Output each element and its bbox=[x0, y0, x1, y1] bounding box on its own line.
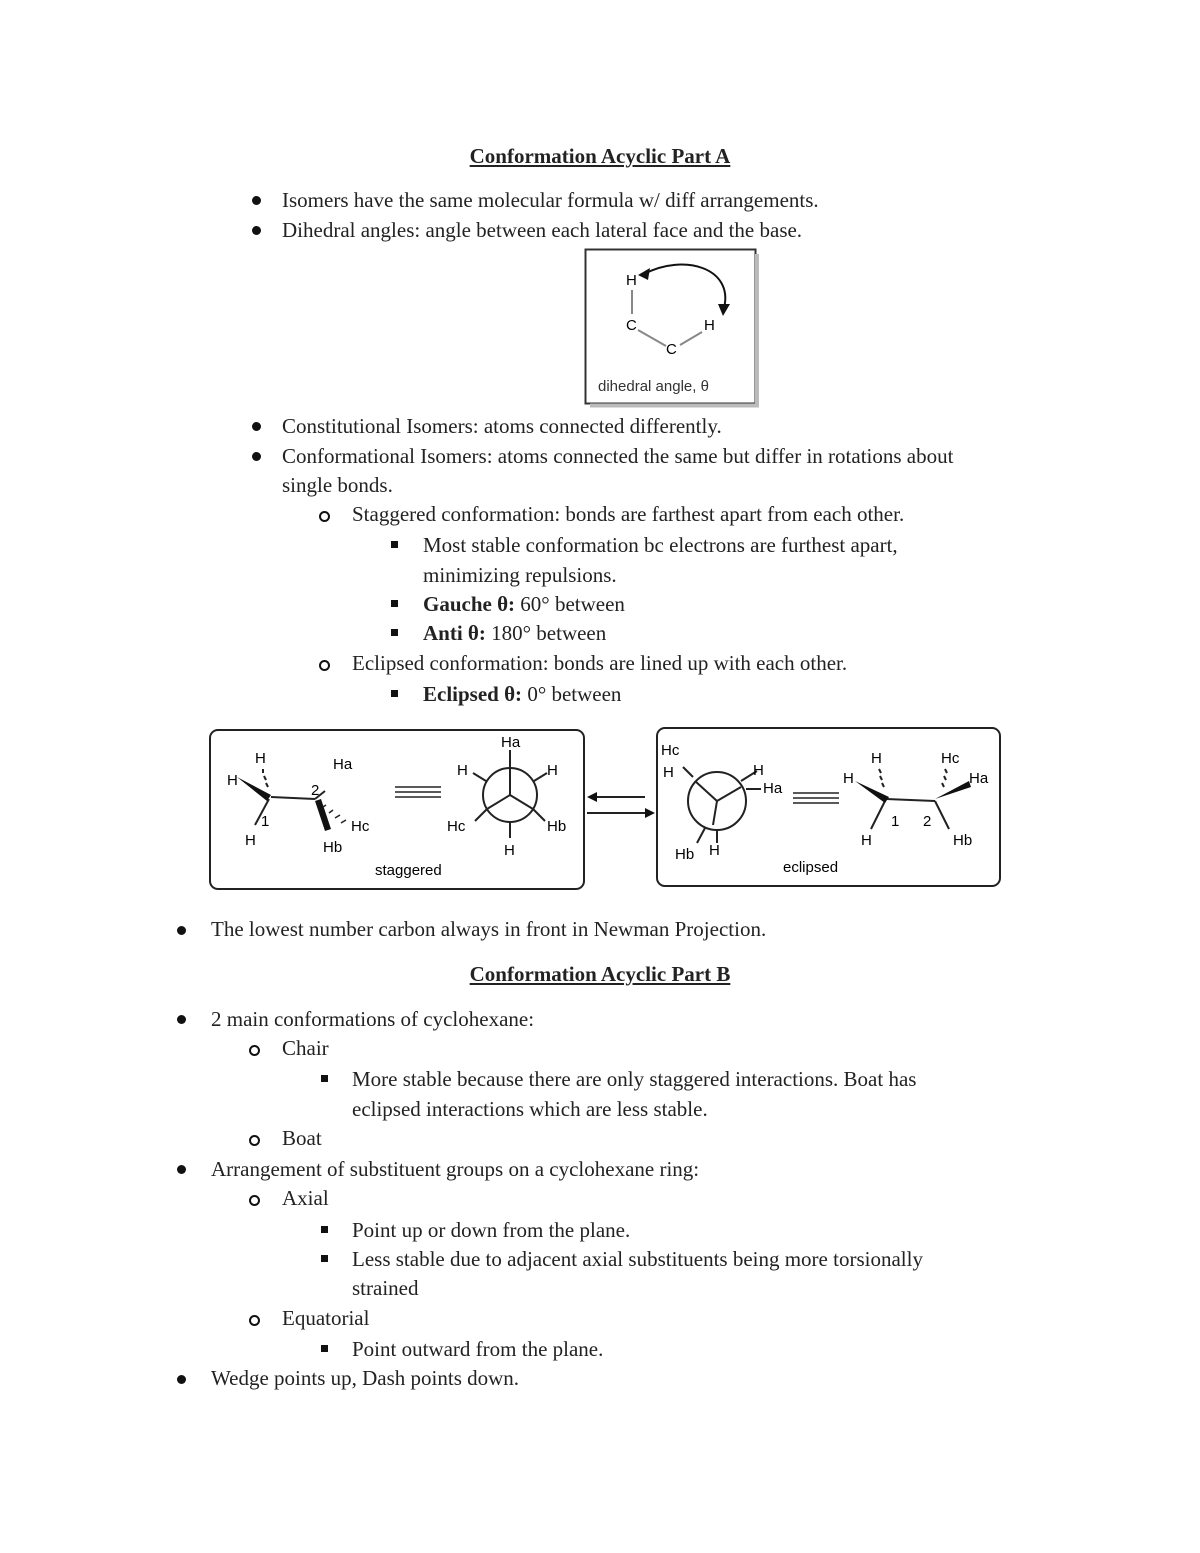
ecl-num-1: 1 bbox=[891, 813, 900, 830]
sub-eclipsed: Eclipsed conformation: bonds are lined up with each other. bbox=[352, 651, 848, 675]
sub-sub-bullet-square bbox=[321, 1345, 328, 1352]
axial-note-1: Point up or down from the plane. bbox=[352, 1218, 631, 1242]
bullet-cyclohexane: 2 main conformations of cyclohexane: bbox=[211, 1007, 535, 1031]
sub-bullet-ring bbox=[249, 1135, 260, 1146]
eclipsed-line bbox=[423, 682, 621, 707]
bullet-arrangement: Arrangement of substituent groups on a cyclohexane ring: bbox=[211, 1157, 700, 1181]
sub-sub-bullet-square bbox=[391, 690, 398, 697]
newman-ecl-hb: Hb bbox=[675, 846, 695, 863]
ecl-ha: Ha bbox=[969, 770, 989, 787]
dihedral-h-right: H bbox=[704, 317, 715, 334]
newman-stag-h-right: H bbox=[547, 762, 558, 779]
bullet-dot bbox=[252, 196, 261, 205]
newman-ecl-h-left: H bbox=[663, 764, 674, 781]
bullet-wedge-dash: Wedge points up, Dash points down. bbox=[211, 1366, 520, 1390]
ecl-h-top: H bbox=[871, 750, 882, 767]
newman-stag-ha: Ha bbox=[501, 734, 521, 751]
sub-equatorial: Equatorial bbox=[282, 1306, 370, 1330]
sub-sub-bullet-square bbox=[391, 600, 398, 607]
stag-h-left: H bbox=[227, 772, 238, 789]
bullet-dot bbox=[177, 1165, 186, 1174]
bullet-dot bbox=[252, 422, 261, 431]
chair-note-l1: More stable because there are only staggered interactions. Boat has bbox=[352, 1067, 917, 1091]
conformation-figure bbox=[205, 725, 1005, 901]
newman-stag-h-bottom: H bbox=[504, 842, 515, 859]
part-a-title: Conformation Acyclic Part A bbox=[469, 144, 731, 168]
bullet-dot bbox=[252, 452, 261, 461]
stag-ha: Ha bbox=[333, 756, 353, 773]
part-b-title: Conformation Acyclic Part B bbox=[469, 962, 731, 986]
sub-sub-bullet-square bbox=[321, 1226, 328, 1233]
bullet-conformational-l1: Conformational Isomers: atoms connected the same but differ in rotations about bbox=[282, 444, 954, 468]
stag-num-2: 2 bbox=[311, 782, 320, 799]
bullet-dot bbox=[177, 1375, 186, 1384]
sub-sub-bullet-square bbox=[391, 541, 398, 548]
axial-note-2-l2: strained bbox=[352, 1276, 419, 1300]
anti-label: Anti θ: bbox=[423, 621, 486, 645]
gauche-label: Gauche θ: bbox=[423, 592, 516, 616]
stable-note-l2: minimizing repulsions. bbox=[423, 563, 617, 587]
staggered-label: staggered bbox=[375, 862, 442, 879]
anti-value: 180° between bbox=[485, 621, 607, 645]
ecl-hb: Hb bbox=[953, 832, 973, 849]
ecl-hc: Hc bbox=[941, 750, 960, 767]
stag-num-1: 1 bbox=[261, 813, 270, 830]
eclipsed-label: eclipsed bbox=[783, 859, 839, 876]
bullet-constitutional: Constitutional Isomers: atoms connected differently. bbox=[282, 414, 722, 438]
sub-chair: Chair bbox=[282, 1036, 329, 1060]
ecl-h-left: H bbox=[843, 770, 854, 787]
bullet-isomers: Isomers have the same molecular formula w/ diff arrangements. bbox=[282, 188, 819, 212]
sub-axial: Axial bbox=[282, 1186, 329, 1210]
anti-line bbox=[423, 621, 606, 646]
sub-sub-bullet-square bbox=[321, 1255, 328, 1262]
dihedral-c-bottom: C bbox=[666, 341, 677, 358]
bullet-conformational-l2: single bonds. bbox=[282, 473, 393, 497]
stag-h-top: H bbox=[255, 750, 266, 767]
sub-bullet-ring bbox=[249, 1195, 260, 1206]
newman-ecl-hc: Hc bbox=[661, 742, 680, 759]
sub-bullet-ring bbox=[249, 1045, 260, 1056]
axial-note-2-l1: Less stable due to adjacent axial substituents being more torsionally bbox=[352, 1247, 923, 1271]
sub-bullet-ring bbox=[319, 511, 330, 522]
gauche-line bbox=[423, 592, 625, 617]
dihedral-angle-figure bbox=[584, 248, 760, 416]
sub-bullet-ring bbox=[249, 1315, 260, 1326]
stag-hc: Hc bbox=[351, 818, 370, 835]
bullet-dihedral: Dihedral angles: angle between each lateral face and the base. bbox=[282, 218, 803, 242]
eclipsed-label: Eclipsed θ: bbox=[423, 682, 523, 706]
stag-h-bottom: H bbox=[245, 832, 256, 849]
bullet-newman-lowest: The lowest number carbon always in front in Newman Projection. bbox=[211, 917, 767, 941]
newman-stag-hc: Hc bbox=[447, 818, 466, 835]
gauche-value: 60° between bbox=[515, 592, 625, 616]
sub-sub-bullet-square bbox=[391, 629, 398, 636]
dihedral-caption: dihedral angle, θ bbox=[598, 378, 709, 395]
equatorial-note-1: Point outward from the plane. bbox=[352, 1337, 604, 1361]
bullet-dot bbox=[252, 226, 261, 235]
newman-ecl-ha: Ha bbox=[763, 780, 783, 797]
chair-note-l2: eclipsed interactions which are less stable. bbox=[352, 1097, 708, 1121]
ecl-h-bottom: H bbox=[861, 832, 872, 849]
newman-stag-h-left: H bbox=[457, 762, 468, 779]
newman-ecl-h-right: H bbox=[753, 762, 764, 779]
bullet-dot bbox=[177, 1015, 186, 1024]
ecl-num-2: 2 bbox=[923, 813, 932, 830]
bullet-dot bbox=[177, 926, 186, 935]
newman-ecl-h-bottom: H bbox=[709, 842, 720, 859]
sub-boat: Boat bbox=[282, 1126, 322, 1150]
dihedral-c-left: C bbox=[626, 317, 637, 334]
sub-bullet-ring bbox=[319, 660, 330, 671]
sub-staggered: Staggered conformation: bonds are farthest apart from each other. bbox=[352, 502, 905, 526]
eclipsed-value: 0° between bbox=[522, 682, 622, 706]
dihedral-h-top: H bbox=[626, 272, 637, 289]
sub-sub-bullet-square bbox=[321, 1075, 328, 1082]
newman-stag-hb: Hb bbox=[547, 818, 567, 835]
stag-hb: Hb bbox=[323, 839, 343, 856]
stable-note-l1: Most stable conformation bc electrons are furthest apart, bbox=[423, 533, 898, 557]
